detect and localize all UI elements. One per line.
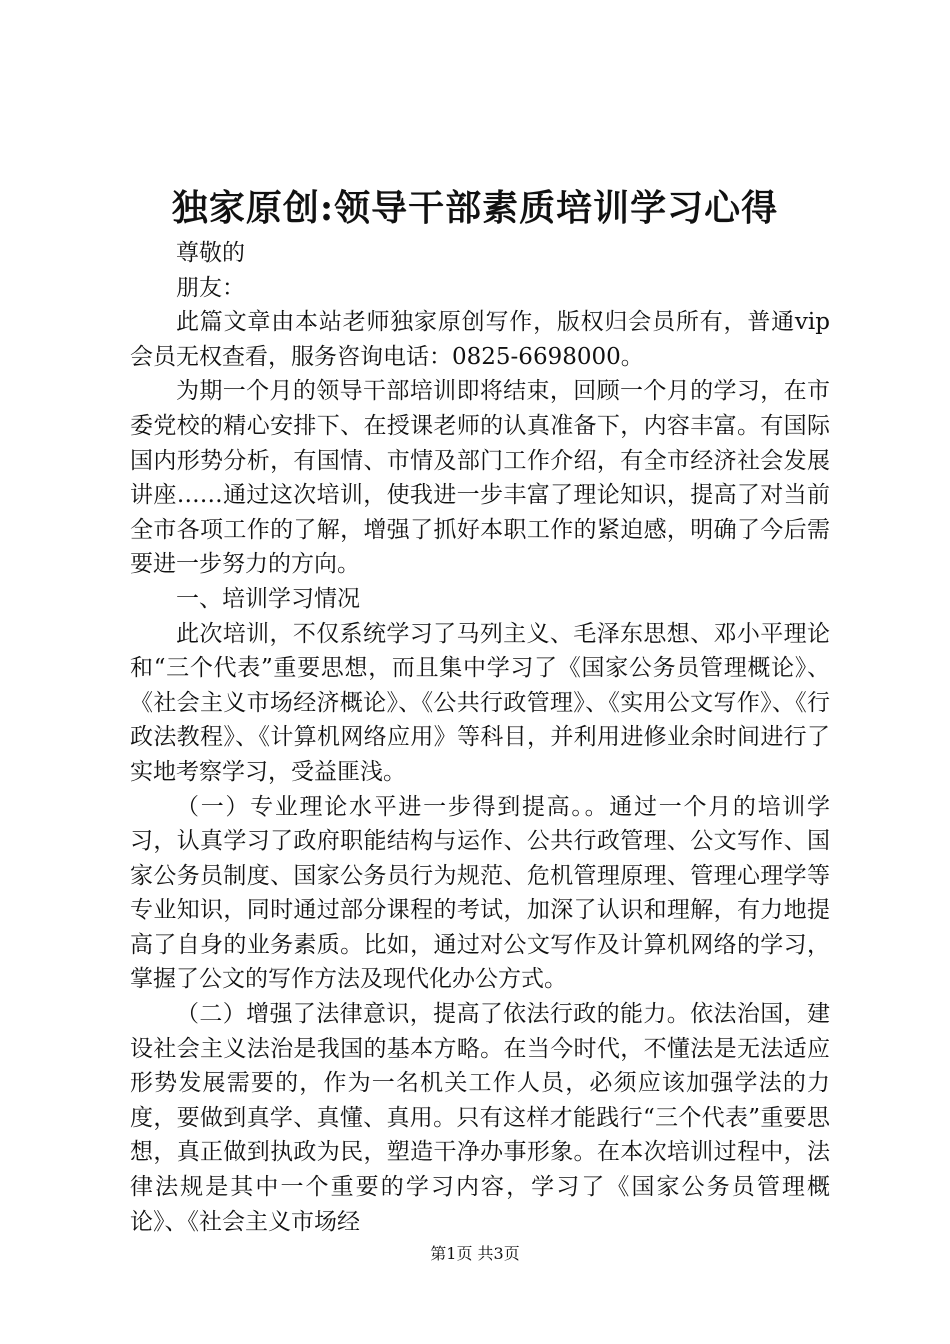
salutation-line-2: 朋友： (176, 274, 245, 301)
body-paragraph: （二）增强了法律意识，提高了依法行政的能力。依法治国，建设社会主义法治是我国的基本方略。在当今时代，不懂法是无法适应形势发展需要的，作为一名机关工作人员，必须应该加强学法的力度，要做到真学、真懂、真用。只有这样才能践行“三个代表”重要思想，真正做到执政为民，塑造干净办事形象。在本次培训过程中，法律法规是其中一个重要的学习内容，学习了《国家公务员管理概论》、《社会主义市场经 (130, 1001, 830, 1235)
section-heading-1: 一、培训学习情况 (176, 585, 360, 612)
document-body (130, 236, 830, 1239)
copyright-notice-paragraph: 此篇文章由本站老师独家原创写作，版权归会员所有，普通vip会员无权查看，服务咨询电话：0825-6698000。 (130, 309, 830, 370)
page-number-footer: 第1页 共3页 (430, 1244, 520, 1263)
body-paragraph: （一）专业理论水平进一步得到提高。。通过一个月的培训学习，认真学习了政府职能结构与运作、公共行政管理、公文写作、国家公务员制度、国家公务员行为规范、危机管理原理、管理心理学等专业知识，同时通过部分课程的考试，加深了认识和理解，有力地提高了自身的业务素质。比如，通过对公文写作及计算机网络的学习，掌握了公文的写作方法及现代化办公方式。 (130, 793, 830, 993)
salutation-line-1: 尊敬的 (176, 240, 245, 266)
intro-paragraph: 为期一个月的领导干部培训即将结束，回顾一个月的学习，在市委党校的精心安排下、在授课老师的认真准备下，内容丰富。有国际国内形势分析，有国情、市情及部门工作介绍，有全市经济社会发展讲座……通过这次培训，使我进一步丰富了理论知识，提高了对当前全市各项工作的了解，增强了抓好本职工作的紧迫感，明确了今后需要进一步努力的方向。 (130, 378, 830, 578)
body-paragraph: 此次培训，不仅系统学习了马列主义、毛泽东思想、邓小平理论和“三个代表”重要思想，而且集中学习了《国家公务员管理概论》、《社会主义市场经济概论》、《公共行政管理》、《实用公文写作》、《行政法教程》、《计算机网络应用》等科目，并利用进修业余时间进行了实地考察学习，受益匪浅。 (130, 620, 830, 785)
document-title: 独家原创:领导干部素质培训学习心得 (171, 187, 779, 229)
